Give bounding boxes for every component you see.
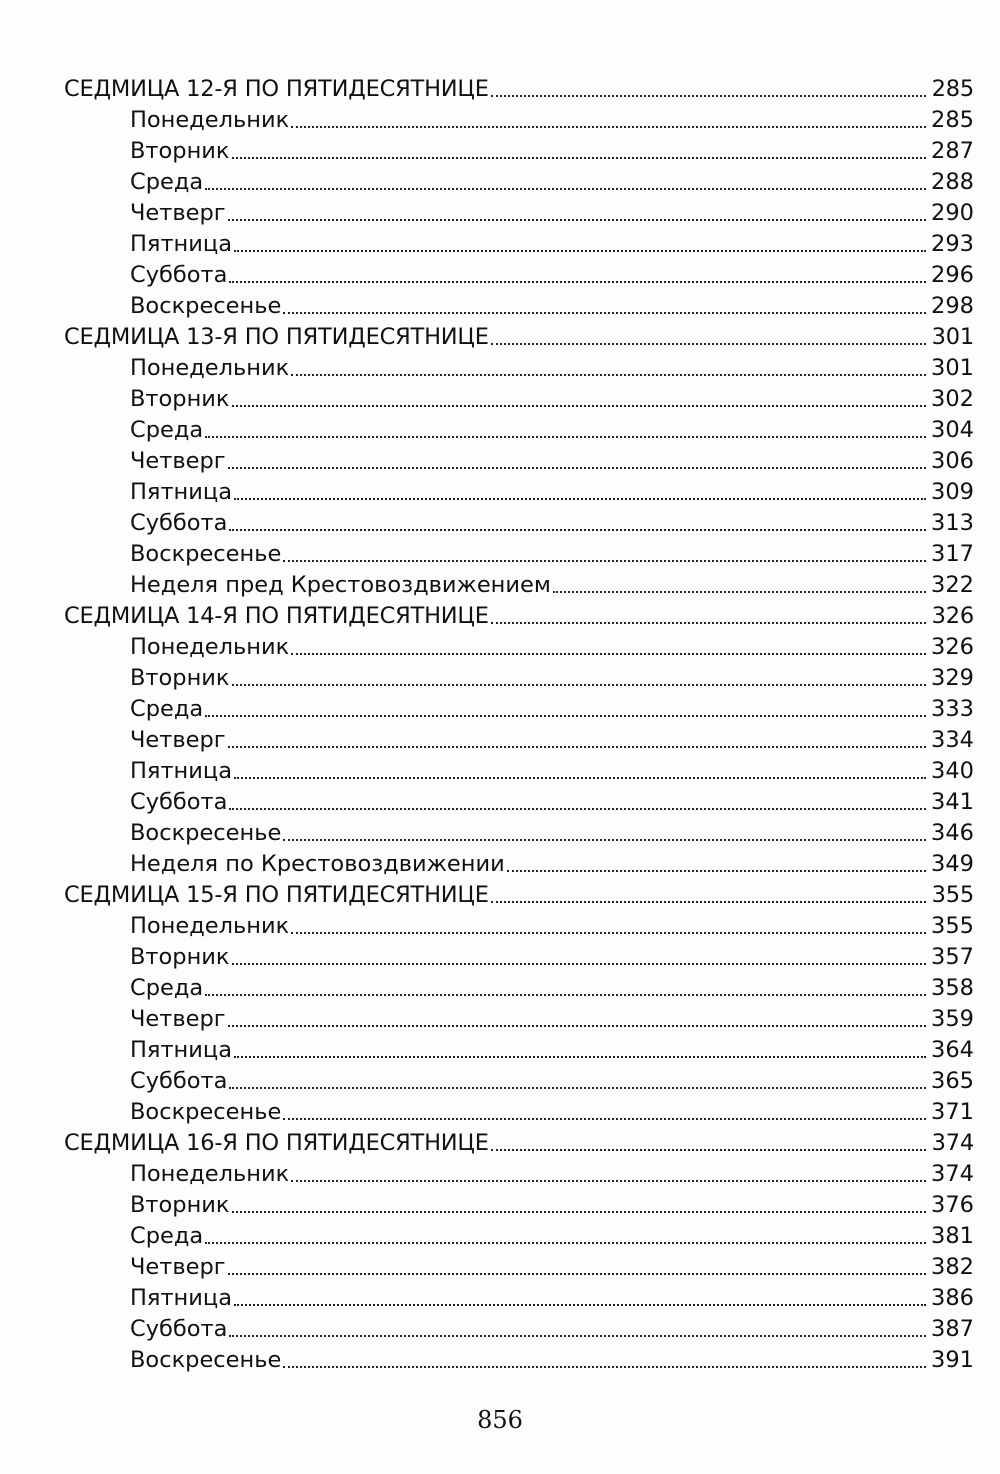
toc-entry xyxy=(64,942,974,973)
entry-label: Вторник xyxy=(130,665,230,691)
entry-page-number: 381 xyxy=(931,1223,974,1249)
dot-leader xyxy=(291,374,926,376)
entry-page-number: 333 xyxy=(931,696,974,722)
entry-label: Понедельник xyxy=(130,634,290,660)
toc-entry xyxy=(64,384,974,415)
dot-leader xyxy=(234,498,926,500)
dot-leader xyxy=(232,405,926,407)
toc-entry xyxy=(64,849,974,880)
dot-leader xyxy=(232,157,926,159)
table-of-contents xyxy=(64,74,974,1376)
toc-entry xyxy=(64,291,974,322)
entry-page-number: 309 xyxy=(931,479,974,505)
dot-leader xyxy=(229,529,926,531)
entry-label: Вторник xyxy=(130,386,230,412)
toc-entry xyxy=(64,1283,974,1314)
dot-leader xyxy=(491,343,926,345)
section-page-number: 374 xyxy=(931,1130,974,1156)
section-page-number: 326 xyxy=(931,603,974,629)
dot-leader xyxy=(229,1087,926,1089)
toc-section-heading xyxy=(64,1128,974,1159)
toc-section xyxy=(64,1128,974,1376)
toc-entry xyxy=(64,818,974,849)
toc-entry xyxy=(64,167,974,198)
toc-entry xyxy=(64,1097,974,1128)
entry-label: Четверг xyxy=(130,1254,226,1280)
dot-leader xyxy=(491,1149,926,1151)
section-title: СЕДМИЦА 16-Я ПО ПЯТИДЕСЯТНИЦЕ xyxy=(64,1130,489,1156)
entry-label: Четверг xyxy=(130,1006,226,1032)
section-page-number: 285 xyxy=(931,76,974,102)
entry-page-number: 306 xyxy=(931,448,974,474)
entry-page-number: 313 xyxy=(931,510,974,536)
toc-entry xyxy=(64,973,974,1004)
dot-leader xyxy=(283,312,926,314)
dot-leader xyxy=(205,188,926,190)
entry-page-number: 293 xyxy=(931,231,974,257)
entry-page-number: 387 xyxy=(931,1316,974,1342)
toc-entry xyxy=(64,694,974,725)
toc-entry xyxy=(64,446,974,477)
entry-page-number: 349 xyxy=(931,851,974,877)
dot-leader xyxy=(205,715,926,717)
entry-label: Пятница xyxy=(130,1285,232,1311)
entry-label: Вторник xyxy=(130,944,230,970)
toc-entry xyxy=(64,1035,974,1066)
toc-section-heading xyxy=(64,322,974,353)
entry-label: Среда xyxy=(130,1223,204,1249)
entry-page-number: 382 xyxy=(931,1254,974,1280)
entry-label: Воскресенье xyxy=(130,293,282,319)
toc-entry xyxy=(64,1221,974,1252)
toc-entry xyxy=(64,632,974,663)
toc-section-heading xyxy=(64,880,974,911)
section-page-number: 301 xyxy=(931,324,974,350)
toc-section-heading xyxy=(64,74,974,105)
toc-entry xyxy=(64,353,974,384)
dot-leader xyxy=(491,901,926,903)
entry-label: Среда xyxy=(130,417,204,443)
entry-page-number: 287 xyxy=(931,138,974,164)
entry-label: Среда xyxy=(130,696,204,722)
entry-page-number: 329 xyxy=(931,665,974,691)
toc-entry xyxy=(64,198,974,229)
toc-entry xyxy=(64,260,974,291)
section-title: СЕДМИЦА 12-Я ПО ПЯТИДЕСЯТНИЦЕ xyxy=(64,76,489,102)
entry-label: Четверг xyxy=(130,200,226,226)
dot-leader xyxy=(229,281,926,283)
dot-leader xyxy=(283,1366,926,1368)
dot-leader xyxy=(234,1056,926,1058)
entry-page-number: 285 xyxy=(931,107,974,133)
entry-page-number: 288 xyxy=(931,169,974,195)
toc-section xyxy=(64,322,974,601)
toc-entry xyxy=(64,1314,974,1345)
dot-leader xyxy=(553,591,926,593)
toc-entry xyxy=(64,136,974,167)
entry-page-number: 358 xyxy=(931,975,974,1001)
entry-label: Суббота xyxy=(130,1316,228,1342)
entry-label: Пятница xyxy=(130,758,232,784)
entry-page-number: 334 xyxy=(931,727,974,753)
dot-leader xyxy=(232,963,926,965)
entry-label: Пятница xyxy=(130,479,232,505)
entry-label: Воскресенье xyxy=(130,820,282,846)
toc-section xyxy=(64,74,974,322)
toc-entry xyxy=(64,539,974,570)
dot-leader xyxy=(234,250,926,252)
dot-leader xyxy=(229,808,926,810)
entry-label: Вторник xyxy=(130,138,230,164)
toc-entry xyxy=(64,477,974,508)
dot-leader xyxy=(491,622,926,624)
entry-label: Суббота xyxy=(130,1068,228,1094)
page-number: 856 xyxy=(477,1406,523,1434)
dot-leader xyxy=(228,1025,926,1027)
entry-label: Среда xyxy=(130,169,204,195)
entry-label: Понедельник xyxy=(130,1161,290,1187)
toc-section xyxy=(64,880,974,1128)
dot-leader xyxy=(229,1335,926,1337)
dot-leader xyxy=(291,932,926,934)
entry-page-number: 374 xyxy=(931,1161,974,1187)
dot-leader xyxy=(234,777,926,779)
entry-page-number: 359 xyxy=(931,1006,974,1032)
entry-page-number: 357 xyxy=(931,944,974,970)
entry-label: Воскресенье xyxy=(130,541,282,567)
entry-page-number: 371 xyxy=(931,1099,974,1125)
toc-entry xyxy=(64,508,974,539)
dot-leader xyxy=(205,436,926,438)
toc-entry xyxy=(64,1345,974,1376)
dot-leader xyxy=(228,1273,926,1275)
toc-section-heading xyxy=(64,601,974,632)
entry-page-number: 296 xyxy=(931,262,974,288)
entry-page-number: 341 xyxy=(931,789,974,815)
entry-label: Суббота xyxy=(130,510,228,536)
dot-leader xyxy=(228,467,926,469)
entry-label: Неделя пред Крестовоздвижением xyxy=(130,572,551,598)
entry-page-number: 386 xyxy=(931,1285,974,1311)
entry-page-number: 340 xyxy=(931,758,974,784)
entry-label: Понедельник xyxy=(130,913,290,939)
toc-entry xyxy=(64,1159,974,1190)
dot-leader xyxy=(291,653,926,655)
entry-page-number: 290 xyxy=(931,200,974,226)
entry-label: Четверг xyxy=(130,727,226,753)
toc-entry xyxy=(64,1190,974,1221)
entry-label: Воскресенье xyxy=(130,1347,282,1373)
dot-leader xyxy=(234,1304,926,1306)
dot-leader xyxy=(283,560,926,562)
entry-label: Вторник xyxy=(130,1192,230,1218)
dot-leader xyxy=(291,1180,926,1182)
entry-label: Четверг xyxy=(130,448,226,474)
dot-leader xyxy=(228,219,926,221)
entry-label: Суббота xyxy=(130,789,228,815)
toc-entry xyxy=(64,1004,974,1035)
toc-entry xyxy=(64,725,974,756)
toc-entry xyxy=(64,756,974,787)
toc-entry xyxy=(64,570,974,601)
entry-page-number: 301 xyxy=(931,355,974,381)
section-title: СЕДМИЦА 15-Я ПО ПЯТИДЕСЯТНИЦЕ xyxy=(64,882,489,908)
dot-leader xyxy=(283,1118,926,1120)
entry-page-number: 322 xyxy=(931,572,974,598)
entry-label: Пятница xyxy=(130,1037,232,1063)
entry-page-number: 376 xyxy=(931,1192,974,1218)
entry-page-number: 355 xyxy=(931,913,974,939)
entry-page-number: 365 xyxy=(931,1068,974,1094)
entry-page-number: 302 xyxy=(931,386,974,412)
dot-leader xyxy=(205,994,926,996)
entry-label: Суббота xyxy=(130,262,228,288)
dot-leader xyxy=(283,839,926,841)
dot-leader xyxy=(232,1211,926,1213)
dot-leader xyxy=(291,126,926,128)
entry-page-number: 298 xyxy=(931,293,974,319)
dot-leader xyxy=(491,95,926,97)
entry-page-number: 346 xyxy=(931,820,974,846)
entry-label: Среда xyxy=(130,975,204,1001)
toc-section xyxy=(64,601,974,880)
toc-entry xyxy=(64,663,974,694)
entry-page-number: 364 xyxy=(931,1037,974,1063)
toc-entry xyxy=(64,787,974,818)
entry-page-number: 317 xyxy=(931,541,974,567)
entry-page-number: 304 xyxy=(931,417,974,443)
toc-entry xyxy=(64,229,974,260)
toc-entry xyxy=(64,105,974,136)
entry-page-number: 326 xyxy=(931,634,974,660)
entry-label: Пятница xyxy=(130,231,232,257)
dot-leader xyxy=(205,1242,926,1244)
toc-entry xyxy=(64,415,974,446)
entry-label: Понедельник xyxy=(130,107,290,133)
section-title: СЕДМИЦА 14-Я ПО ПЯТИДЕСЯТНИЦЕ xyxy=(64,603,489,629)
toc-entry xyxy=(64,1252,974,1283)
section-page-number: 355 xyxy=(931,882,974,908)
entry-label: Неделя по Крестовоздвижении xyxy=(130,851,505,877)
section-title: СЕДМИЦА 13-Я ПО ПЯТИДЕСЯТНИЦЕ xyxy=(64,324,489,350)
toc-entry xyxy=(64,911,974,942)
entry-label: Воскресенье xyxy=(130,1099,282,1125)
toc-entry xyxy=(64,1066,974,1097)
dot-leader xyxy=(507,870,926,872)
entry-page-number: 391 xyxy=(931,1347,974,1373)
entry-label: Понедельник xyxy=(130,355,290,381)
dot-leader xyxy=(232,684,926,686)
dot-leader xyxy=(228,746,926,748)
